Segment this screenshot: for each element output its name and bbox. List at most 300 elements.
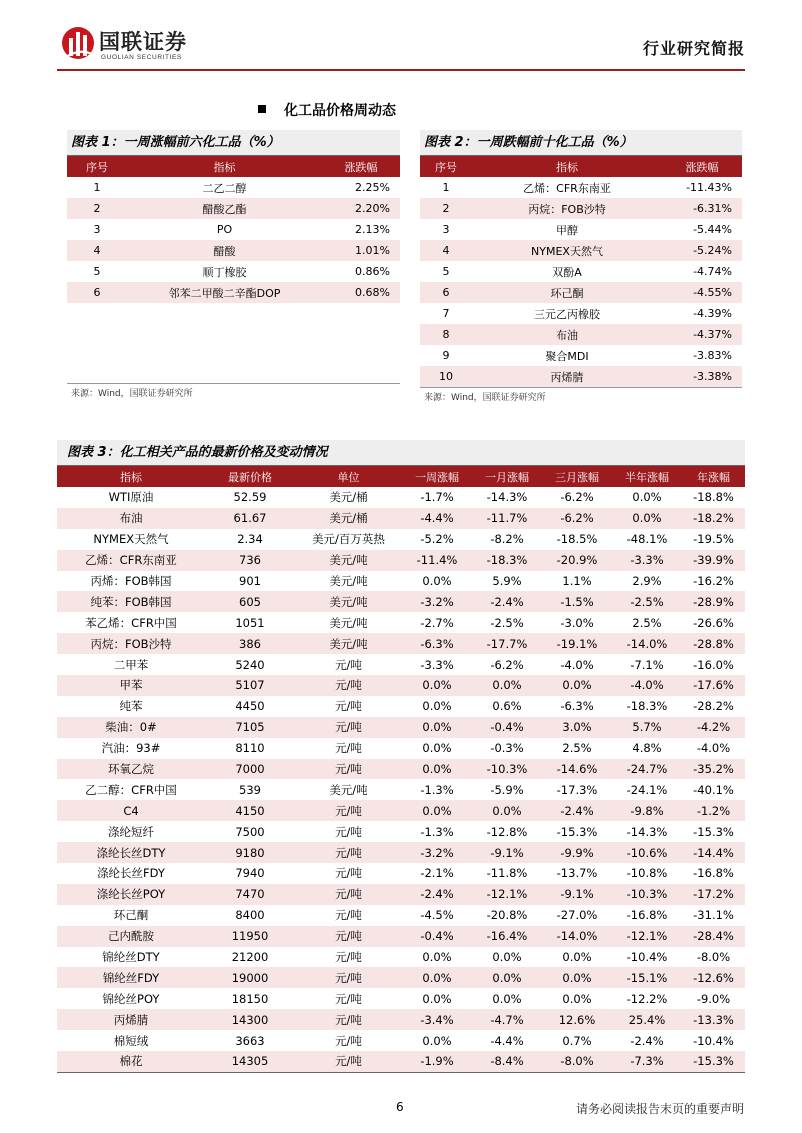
table-cell: -6.3% bbox=[542, 696, 612, 717]
page-number: 6 bbox=[396, 1100, 404, 1114]
table-cell: 二乙二醇 bbox=[127, 177, 322, 198]
table-cell: 0.0% bbox=[402, 675, 472, 696]
table-cell: 0.7% bbox=[542, 1030, 612, 1051]
table-cell: -1.3% bbox=[402, 821, 472, 842]
header-divider bbox=[57, 69, 745, 71]
table-cell: -0.4% bbox=[402, 926, 472, 947]
table-cell: -28.4% bbox=[682, 926, 745, 947]
table-cell: -14.0% bbox=[542, 926, 612, 947]
table-cell: -14.4% bbox=[682, 842, 745, 863]
table-cell: 7940 bbox=[205, 863, 295, 884]
table-cell: 0.0% bbox=[542, 675, 612, 696]
table-cell: 4450 bbox=[205, 696, 295, 717]
table-cell: 1 bbox=[67, 177, 127, 198]
table-cell: 0.0% bbox=[402, 696, 472, 717]
table-cell: 丙烯腈 bbox=[57, 1009, 205, 1030]
logo-text-en: GUOLIAN SECURITIES bbox=[101, 54, 182, 61]
table-cell: 0.0% bbox=[402, 988, 472, 1009]
table-cell: -4.0% bbox=[612, 675, 682, 696]
top-gainers-body bbox=[67, 156, 400, 384]
table-row bbox=[57, 905, 745, 926]
table-row bbox=[57, 696, 745, 717]
table-cell: -2.1% bbox=[402, 863, 472, 884]
table-cell: 1.1% bbox=[542, 571, 612, 592]
table-cell: 元/吨 bbox=[295, 759, 402, 780]
table-cell: 6 bbox=[67, 282, 127, 303]
table-cell: 8 bbox=[420, 324, 472, 345]
table-cell: 丙烷：FOB沙特 bbox=[57, 633, 205, 654]
table-cell: -12.1% bbox=[612, 926, 682, 947]
table-cell: -39.9% bbox=[682, 550, 745, 571]
table-cell: 布油 bbox=[57, 508, 205, 529]
table-cell: -24.7% bbox=[612, 759, 682, 780]
column-header: 一周涨幅 bbox=[402, 466, 472, 487]
table-cell: 己内酰胺 bbox=[57, 926, 205, 947]
table-cell: -18.8% bbox=[682, 487, 745, 508]
table-row bbox=[57, 654, 745, 675]
table-cell: -3.2% bbox=[402, 842, 472, 863]
table-cell: 甲醇 bbox=[472, 219, 662, 240]
table-cell: -3.0% bbox=[542, 612, 612, 633]
table-cell: 3 bbox=[67, 219, 127, 240]
table-cell: 25.4% bbox=[612, 1009, 682, 1030]
column-header: 涨跌幅 bbox=[662, 156, 742, 177]
column-header: 最新价格 bbox=[205, 466, 295, 487]
table-cell: 5.7% bbox=[612, 717, 682, 738]
table-cell: -11.7% bbox=[472, 508, 542, 529]
column-header: 指标 bbox=[127, 156, 322, 177]
table-row bbox=[57, 926, 745, 947]
table-row bbox=[57, 1051, 745, 1072]
table-cell: 2.34 bbox=[205, 529, 295, 550]
table-cell: 涤纶长丝DTY bbox=[57, 842, 205, 863]
column-header: 年涨幅 bbox=[682, 466, 745, 487]
table-cell: -10.6% bbox=[612, 842, 682, 863]
column-header: 三月涨幅 bbox=[542, 466, 612, 487]
table-cell: -5.44% bbox=[662, 219, 742, 240]
table-cell: 0.0% bbox=[472, 800, 542, 821]
table-cell: 美元/百万英热 bbox=[295, 529, 402, 550]
table-cell: 棉花 bbox=[57, 1051, 205, 1072]
table-cell: -1.7% bbox=[402, 487, 472, 508]
table-cell: 2.20% bbox=[322, 198, 400, 219]
table-cell: 0.0% bbox=[402, 738, 472, 759]
table-cell: 苯乙烯：CFR中国 bbox=[57, 612, 205, 633]
table-cell: 5 bbox=[420, 261, 472, 282]
table-cell: 美元/吨 bbox=[295, 550, 402, 571]
price-change-table bbox=[57, 466, 745, 1072]
table-cell: 锦纶丝POY bbox=[57, 988, 205, 1009]
table-cell: WTI原油 bbox=[57, 487, 205, 508]
table-cell: 丙烯腈 bbox=[472, 366, 662, 387]
table-row bbox=[420, 345, 742, 366]
table-cell: 甲苯 bbox=[57, 675, 205, 696]
table-cell: 元/吨 bbox=[295, 800, 402, 821]
table-cell: -48.1% bbox=[612, 529, 682, 550]
table-row bbox=[57, 487, 745, 508]
table-cell: 环氧乙烷 bbox=[57, 759, 205, 780]
table-header-row bbox=[420, 156, 742, 177]
table-cell: 元/吨 bbox=[295, 696, 402, 717]
table-cell: -26.6% bbox=[682, 612, 745, 633]
top-losers-source: 来源：Wind，国联证券研究所 bbox=[424, 393, 546, 403]
table-cell: -4.37% bbox=[662, 324, 742, 345]
table-row bbox=[57, 842, 745, 863]
table-row bbox=[57, 759, 745, 780]
table-cell: 涤纶短纤 bbox=[57, 821, 205, 842]
table-cell: 0.0% bbox=[542, 967, 612, 988]
table-cell: -14.3% bbox=[472, 487, 542, 508]
report-type-label: 行业研究简报 bbox=[642, 39, 745, 58]
table-cell: -2.4% bbox=[542, 800, 612, 821]
table-cell: 4 bbox=[420, 240, 472, 261]
table-cell: 0.0% bbox=[472, 988, 542, 1009]
table-cell: -8.0% bbox=[542, 1051, 612, 1072]
table-cell: 12.6% bbox=[542, 1009, 612, 1030]
table-cell: -11.8% bbox=[472, 863, 542, 884]
table-cell: 元/吨 bbox=[295, 1009, 402, 1030]
table-cell: 11950 bbox=[205, 926, 295, 947]
table-cell: 1 bbox=[420, 177, 472, 198]
table-cell: 涤纶长丝POY bbox=[57, 884, 205, 905]
table-cell: -2.5% bbox=[472, 612, 542, 633]
table-cell: 3 bbox=[420, 219, 472, 240]
table-cell: -10.8% bbox=[612, 863, 682, 884]
table-cell: 醋酸 bbox=[127, 240, 322, 261]
table-cell: -18.2% bbox=[682, 508, 745, 529]
table-cell: -4.39% bbox=[662, 303, 742, 324]
table-row bbox=[420, 219, 742, 240]
table-cell: 0.0% bbox=[542, 947, 612, 968]
table-cell: 8400 bbox=[205, 905, 295, 926]
price-change-body bbox=[57, 466, 745, 1073]
table-cell: -4.5% bbox=[402, 905, 472, 926]
section-title bbox=[258, 100, 396, 120]
table-cell: -11.4% bbox=[402, 550, 472, 571]
table-row bbox=[57, 675, 745, 696]
table-cell: -3.3% bbox=[402, 654, 472, 675]
table-cell: 丙烷：FOB沙特 bbox=[472, 198, 662, 219]
table-cell: -15.3% bbox=[542, 821, 612, 842]
table-row bbox=[57, 863, 745, 884]
table-cell: 5107 bbox=[205, 675, 295, 696]
table-cell: -12.8% bbox=[472, 821, 542, 842]
table-cell: 元/吨 bbox=[295, 926, 402, 947]
table-header-row bbox=[57, 466, 745, 487]
table-cell: -16.8% bbox=[612, 905, 682, 926]
footer-disclaimer: 请务必阅读报告末页的重要声明 bbox=[575, 1102, 744, 1116]
table-cell: 元/吨 bbox=[295, 884, 402, 905]
table-cell: -6.3% bbox=[402, 633, 472, 654]
table-cell: -2.7% bbox=[402, 612, 472, 633]
top-gainers-source: 来源：Wind，国联证券研究所 bbox=[71, 389, 193, 399]
table-cell: -1.9% bbox=[402, 1051, 472, 1072]
table-cell: 1.01% bbox=[322, 240, 400, 261]
table-cell: 棉短绒 bbox=[57, 1030, 205, 1051]
table-cell: 7105 bbox=[205, 717, 295, 738]
table-cell: 2.5% bbox=[542, 738, 612, 759]
table-cell: -10.3% bbox=[472, 759, 542, 780]
table-cell: 0.0% bbox=[402, 947, 472, 968]
table-cell: 2.9% bbox=[612, 571, 682, 592]
table-row bbox=[57, 947, 745, 968]
table-cell: -20.9% bbox=[542, 550, 612, 571]
table-cell: -8.4% bbox=[472, 1051, 542, 1072]
column-header: 指标 bbox=[472, 156, 662, 177]
company-logo bbox=[57, 22, 257, 66]
table-row bbox=[420, 303, 742, 324]
table-cell: -6.2% bbox=[542, 487, 612, 508]
table-cell: 环己酮 bbox=[472, 282, 662, 303]
table-row bbox=[57, 884, 745, 905]
table-cell: -28.2% bbox=[682, 696, 745, 717]
table-cell: 9 bbox=[420, 345, 472, 366]
table-cell: 醋酸乙酯 bbox=[127, 198, 322, 219]
table-cell: 纯苯 bbox=[57, 696, 205, 717]
top-losers-body bbox=[420, 156, 742, 388]
table-cell: 539 bbox=[205, 779, 295, 800]
table-row bbox=[57, 821, 745, 842]
top-losers-title: 图表 2：一周跌幅前十化工品（%） bbox=[420, 130, 742, 156]
table-cell: PO bbox=[127, 219, 322, 240]
table-cell: 14300 bbox=[205, 1009, 295, 1030]
table-cell: C4 bbox=[57, 800, 205, 821]
table-row bbox=[57, 779, 745, 800]
table-cell: -19.5% bbox=[682, 529, 745, 550]
table-cell: 布油 bbox=[472, 324, 662, 345]
table-cell: 顺丁橡胶 bbox=[127, 261, 322, 282]
table-row bbox=[420, 240, 742, 261]
table-cell: NYMEX天然气 bbox=[472, 240, 662, 261]
table-cell: -4.0% bbox=[542, 654, 612, 675]
table-row bbox=[67, 219, 400, 240]
table-cell: 0.0% bbox=[612, 508, 682, 529]
table-cell: 锦纶丝FDY bbox=[57, 967, 205, 988]
table-row bbox=[57, 550, 745, 571]
table-cell: 1051 bbox=[205, 612, 295, 633]
table-cell: -28.8% bbox=[682, 633, 745, 654]
table-row bbox=[420, 261, 742, 282]
table-cell: 元/吨 bbox=[295, 821, 402, 842]
table-cell: 元/吨 bbox=[295, 654, 402, 675]
table-cell: 乙烯：CFR东南亚 bbox=[472, 177, 662, 198]
table-cell: 7 bbox=[420, 303, 472, 324]
table-cell: 二甲苯 bbox=[57, 654, 205, 675]
table-cell: -16.4% bbox=[472, 926, 542, 947]
table-cell: 7470 bbox=[205, 884, 295, 905]
logo-text-cn: 国联证券 bbox=[99, 30, 187, 54]
table-cell: 2 bbox=[420, 198, 472, 219]
table-cell: 美元/吨 bbox=[295, 779, 402, 800]
table-cell: -18.3% bbox=[472, 550, 542, 571]
top-losers-table bbox=[420, 156, 742, 387]
table-cell: -4.55% bbox=[662, 282, 742, 303]
table-cell: -14.3% bbox=[612, 821, 682, 842]
table-cell: -16.2% bbox=[682, 571, 745, 592]
table-row bbox=[57, 591, 745, 612]
table-cell: -0.4% bbox=[472, 717, 542, 738]
table-cell: 元/吨 bbox=[295, 1030, 402, 1051]
table-row bbox=[57, 1030, 745, 1051]
table-cell: -9.8% bbox=[612, 800, 682, 821]
table-cell: -17.7% bbox=[472, 633, 542, 654]
table-cell: 14305 bbox=[205, 1051, 295, 1072]
table-cell: -6.2% bbox=[472, 654, 542, 675]
table-cell: -9.9% bbox=[542, 842, 612, 863]
bullet-square-icon bbox=[258, 105, 266, 113]
table-cell: 乙烯：CFR东南亚 bbox=[57, 550, 205, 571]
table-cell: -9.0% bbox=[682, 988, 745, 1009]
table-cell: 901 bbox=[205, 571, 295, 592]
table-row bbox=[420, 366, 742, 387]
table-cell: 元/吨 bbox=[295, 988, 402, 1009]
table-cell: 4150 bbox=[205, 800, 295, 821]
table-cell: -4.4% bbox=[402, 508, 472, 529]
table-cell: -2.5% bbox=[612, 591, 682, 612]
table-cell: -4.74% bbox=[662, 261, 742, 282]
table-cell: -2.4% bbox=[612, 1030, 682, 1051]
table-cell: -13.3% bbox=[682, 1009, 745, 1030]
table-cell: -8.0% bbox=[682, 947, 745, 968]
table-cell: -6.31% bbox=[662, 198, 742, 219]
column-header: 序号 bbox=[420, 156, 472, 177]
table-cell: 环己酮 bbox=[57, 905, 205, 926]
table-cell: 736 bbox=[205, 550, 295, 571]
table-cell: 3.0% bbox=[542, 717, 612, 738]
table-row bbox=[57, 1009, 745, 1030]
table-cell: -4.7% bbox=[472, 1009, 542, 1030]
table-cell: -31.1% bbox=[682, 905, 745, 926]
table-cell: -18.5% bbox=[542, 529, 612, 550]
column-header: 指标 bbox=[57, 466, 205, 487]
table-cell: -3.83% bbox=[662, 345, 742, 366]
table-cell: 5.9% bbox=[472, 571, 542, 592]
table-cell: 4 bbox=[67, 240, 127, 261]
table-row bbox=[67, 282, 400, 303]
table-cell: 4.8% bbox=[612, 738, 682, 759]
table-cell: 21200 bbox=[205, 947, 295, 968]
table-cell: 9180 bbox=[205, 842, 295, 863]
table-cell: -15.1% bbox=[612, 967, 682, 988]
logo-icon bbox=[61, 24, 95, 62]
table-cell: 元/吨 bbox=[295, 675, 402, 696]
table-row bbox=[57, 508, 745, 529]
top-gainers-title: 图表 1：一周涨幅前六化工品（%） bbox=[67, 130, 400, 156]
top-gainers-table bbox=[67, 156, 400, 303]
table-cell: 10 bbox=[420, 366, 472, 387]
table-cell: 2.5% bbox=[612, 612, 682, 633]
table-cell: 0.0% bbox=[402, 717, 472, 738]
table-cell: -0.3% bbox=[472, 738, 542, 759]
table-cell: 元/吨 bbox=[295, 905, 402, 926]
table-cell: 锦纶丝DTY bbox=[57, 947, 205, 968]
table-cell: 0.0% bbox=[402, 759, 472, 780]
table-cell: -35.2% bbox=[682, 759, 745, 780]
table-cell: -1.3% bbox=[402, 779, 472, 800]
price-change-panel bbox=[57, 440, 745, 1073]
table-row bbox=[420, 198, 742, 219]
table-cell: NYMEX天然气 bbox=[57, 529, 205, 550]
table-cell: 0.0% bbox=[402, 800, 472, 821]
table-cell: 邻苯二甲酸二辛酯DOP bbox=[127, 282, 322, 303]
table-cell: -12.1% bbox=[472, 884, 542, 905]
table-cell: 0.0% bbox=[402, 1030, 472, 1051]
table-cell: 0.0% bbox=[402, 967, 472, 988]
table-cell: -15.3% bbox=[682, 821, 745, 842]
table-cell: 纯苯：FOB韩国 bbox=[57, 591, 205, 612]
top-gainers-panel bbox=[67, 130, 400, 404]
table-cell: -14.0% bbox=[612, 633, 682, 654]
column-header: 序号 bbox=[67, 156, 127, 177]
table-cell: 2.25% bbox=[322, 177, 400, 198]
table-row bbox=[57, 967, 745, 988]
table-cell: -5.2% bbox=[402, 529, 472, 550]
table-cell: -15.3% bbox=[682, 1051, 745, 1072]
table-cell: -9.1% bbox=[542, 884, 612, 905]
table-cell: -1.2% bbox=[682, 800, 745, 821]
table-cell: 2 bbox=[67, 198, 127, 219]
table-cell: 美元/吨 bbox=[295, 633, 402, 654]
table-cell: -2.4% bbox=[402, 884, 472, 905]
table-cell: 0.0% bbox=[542, 988, 612, 1009]
table-cell: 丙烯：FOB韩国 bbox=[57, 571, 205, 592]
table-cell: 7500 bbox=[205, 821, 295, 842]
table-row bbox=[420, 177, 742, 198]
table-cell: -12.2% bbox=[612, 988, 682, 1009]
table-cell: 52.59 bbox=[205, 487, 295, 508]
table-cell: 0.68% bbox=[322, 282, 400, 303]
table-cell: -3.2% bbox=[402, 591, 472, 612]
table-cell: 6 bbox=[420, 282, 472, 303]
section-title-text: 化工品价格周动态 bbox=[284, 103, 396, 119]
table-row bbox=[420, 324, 742, 345]
table-cell: 美元/吨 bbox=[295, 571, 402, 592]
column-header: 涨跌幅 bbox=[322, 156, 400, 177]
table-cell: -16.0% bbox=[682, 654, 745, 675]
table-cell: 柴油：0# bbox=[57, 717, 205, 738]
table-cell: -27.0% bbox=[542, 905, 612, 926]
page-header bbox=[57, 22, 745, 68]
table-cell: 2.13% bbox=[322, 219, 400, 240]
table-cell: -17.2% bbox=[682, 884, 745, 905]
table-cell: -6.2% bbox=[542, 508, 612, 529]
table-row bbox=[57, 988, 745, 1009]
table-cell: -4.4% bbox=[472, 1030, 542, 1051]
table-cell: 5 bbox=[67, 261, 127, 282]
table-cell: 乙二醇：CFR中国 bbox=[57, 779, 205, 800]
price-change-title: 图表 3：化工相关产品的最新价格及变动情况 bbox=[57, 440, 745, 466]
table-cell: 聚合MDI bbox=[472, 345, 662, 366]
table-cell: -7.1% bbox=[612, 654, 682, 675]
table-row bbox=[67, 198, 400, 219]
table-cell: 0.0% bbox=[472, 947, 542, 968]
table-cell: 0.0% bbox=[472, 675, 542, 696]
table-cell: 61.67 bbox=[205, 508, 295, 529]
table-row bbox=[57, 612, 745, 633]
table-cell: 美元/吨 bbox=[295, 591, 402, 612]
table-cell: 双酚A bbox=[472, 261, 662, 282]
column-header: 半年涨幅 bbox=[612, 466, 682, 487]
table-cell: -8.2% bbox=[472, 529, 542, 550]
table-cell: 元/吨 bbox=[295, 717, 402, 738]
table-cell: -10.3% bbox=[612, 884, 682, 905]
table-cell: -2.4% bbox=[472, 591, 542, 612]
table-cell: -13.7% bbox=[542, 863, 612, 884]
table-row bbox=[420, 282, 742, 303]
table-row bbox=[67, 240, 400, 261]
table-cell: -28.9% bbox=[682, 591, 745, 612]
table-row bbox=[57, 717, 745, 738]
